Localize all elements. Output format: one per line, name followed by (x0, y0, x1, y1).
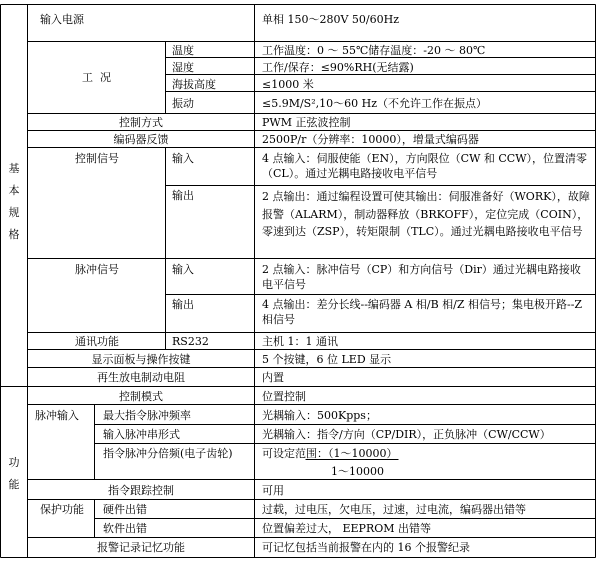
protection-label: 保护功能 (40, 503, 84, 516)
altitude-value: ≤1000 米 (262, 78, 314, 91)
humidity-value: 工作/保存：≤90%RH(无结露) (262, 61, 414, 74)
pulse-form-label: 输入脉冲串形式 (103, 428, 180, 441)
altitude-label: 海拔高度 (172, 78, 216, 91)
display-panel-label: 显示面板与操作按键 (91, 353, 191, 366)
vibration-value: ≤5.9M/S²,10～60 Hz（不允许工作在振点） (262, 97, 487, 110)
group-label-basic-spec: 基本规格 (8, 162, 20, 241)
pulse-divider-range-1: 可设定范围：（1～10000） (262, 447, 398, 460)
hardware-error-value: 过载，过电压，欠电压，过速，过电流，编码器出错等 (262, 503, 526, 516)
alarm-log-value: 可记忆包括当前报警在内的 16 个报警纪录 (262, 541, 470, 554)
comm-label: 通讯功能 (75, 335, 119, 348)
humidity-label: 湿度 (172, 61, 194, 74)
software-error-label: 软件出错 (103, 522, 147, 535)
pulse-form-value: 光耦输入：指令/方向（CP/DIR），正负脉冲（CW/CCW） (262, 428, 551, 441)
func-control-mode-label: 控制模式 (119, 390, 163, 403)
comm-sublabel: RS232 (172, 335, 209, 348)
control-method-value: PWM 正弦波控制 (262, 116, 351, 129)
control-signal-output-value: 2 点输出：通过编程设置可使其输出：伺服准备好（WORK），故障报警（ALARM），制动器释放（BRKOFF），定位完成（COIN），零速到达（ZSP），转矩限制（TLC）。通过光耦电路接收电平信号 (262, 190, 590, 238)
pulse-signal-output-value: 4 点输出：差分长线--编码器 A 相/B 相/Z 相信号；集电极开路--Z 相信号 (262, 298, 583, 326)
max-pulse-freq-value: 光耦输入：500Kpps； (262, 409, 377, 422)
hardware-error-label: 硬件出错 (103, 503, 147, 516)
vibration-label: 振动 (172, 97, 194, 110)
pulse-divider-range-2: 1～10000 (331, 465, 384, 478)
group-label-function: 功能 (8, 456, 20, 491)
temp-label: 温度 (172, 44, 194, 57)
pulse-signal-input-value: 2 点输入：脉冲信号（CP）和方向信号（Dir）通过光耦电路接收电平信号 (262, 263, 581, 291)
comm-value: 主机 1：1 通讯 (262, 335, 338, 348)
tracking-control-value: 可用 (262, 484, 284, 497)
regen-resistor-label: 再生放电制动电阻 (97, 371, 185, 384)
func-control-mode-value: 位置控制 (262, 390, 306, 403)
env-label: 工 况 (82, 71, 111, 84)
control-method-label: 控制方式 (119, 116, 163, 129)
power-label: 输入电源 (40, 13, 84, 26)
encoder-label: 编码器反馈 (113, 133, 169, 146)
tracking-control-label: 指令跟踪控制 (108, 484, 174, 497)
pulse-signal-input-label: 输入 (172, 263, 194, 276)
max-pulse-freq-label: 最大指令脉冲频率 (103, 409, 191, 422)
control-signal-input-value: 4 点输入：伺服使能（EN），方向限位（CW 和 CCW），位置清零（CL）。通过光耦电路接收电平信号 (262, 152, 588, 180)
temp-value: 工作温度：0 ～ 55℃储存温度：-20 ～ 80℃ (262, 44, 486, 57)
software-error-value: 位置偏差过大， EEPROM 出错等 (262, 522, 432, 535)
pulse-signal-output-label: 输出 (172, 298, 194, 311)
pulse-input-label: 脉冲输入 (35, 409, 79, 422)
pulse-signal-label: 脉冲信号 (75, 263, 119, 276)
power-value: 单相 150～280V 50/60Hz (262, 13, 400, 26)
encoder-value: 2500P/r（分辨率：10000），增量式编码器 (262, 133, 479, 146)
control-signal-label: 控制信号 (75, 152, 119, 165)
pulse-divider-label: 指令脉冲分倍频(电子齿轮) (103, 447, 233, 460)
display-panel-value: 5 个按键，6 位 LED 显示 (262, 353, 392, 366)
regen-resistor-value: 内置 (262, 371, 284, 384)
control-signal-input-label: 输入 (172, 152, 194, 165)
control-signal-output-label: 输出 (172, 189, 194, 202)
alarm-log-label: 报警记录记忆功能 (97, 541, 185, 554)
